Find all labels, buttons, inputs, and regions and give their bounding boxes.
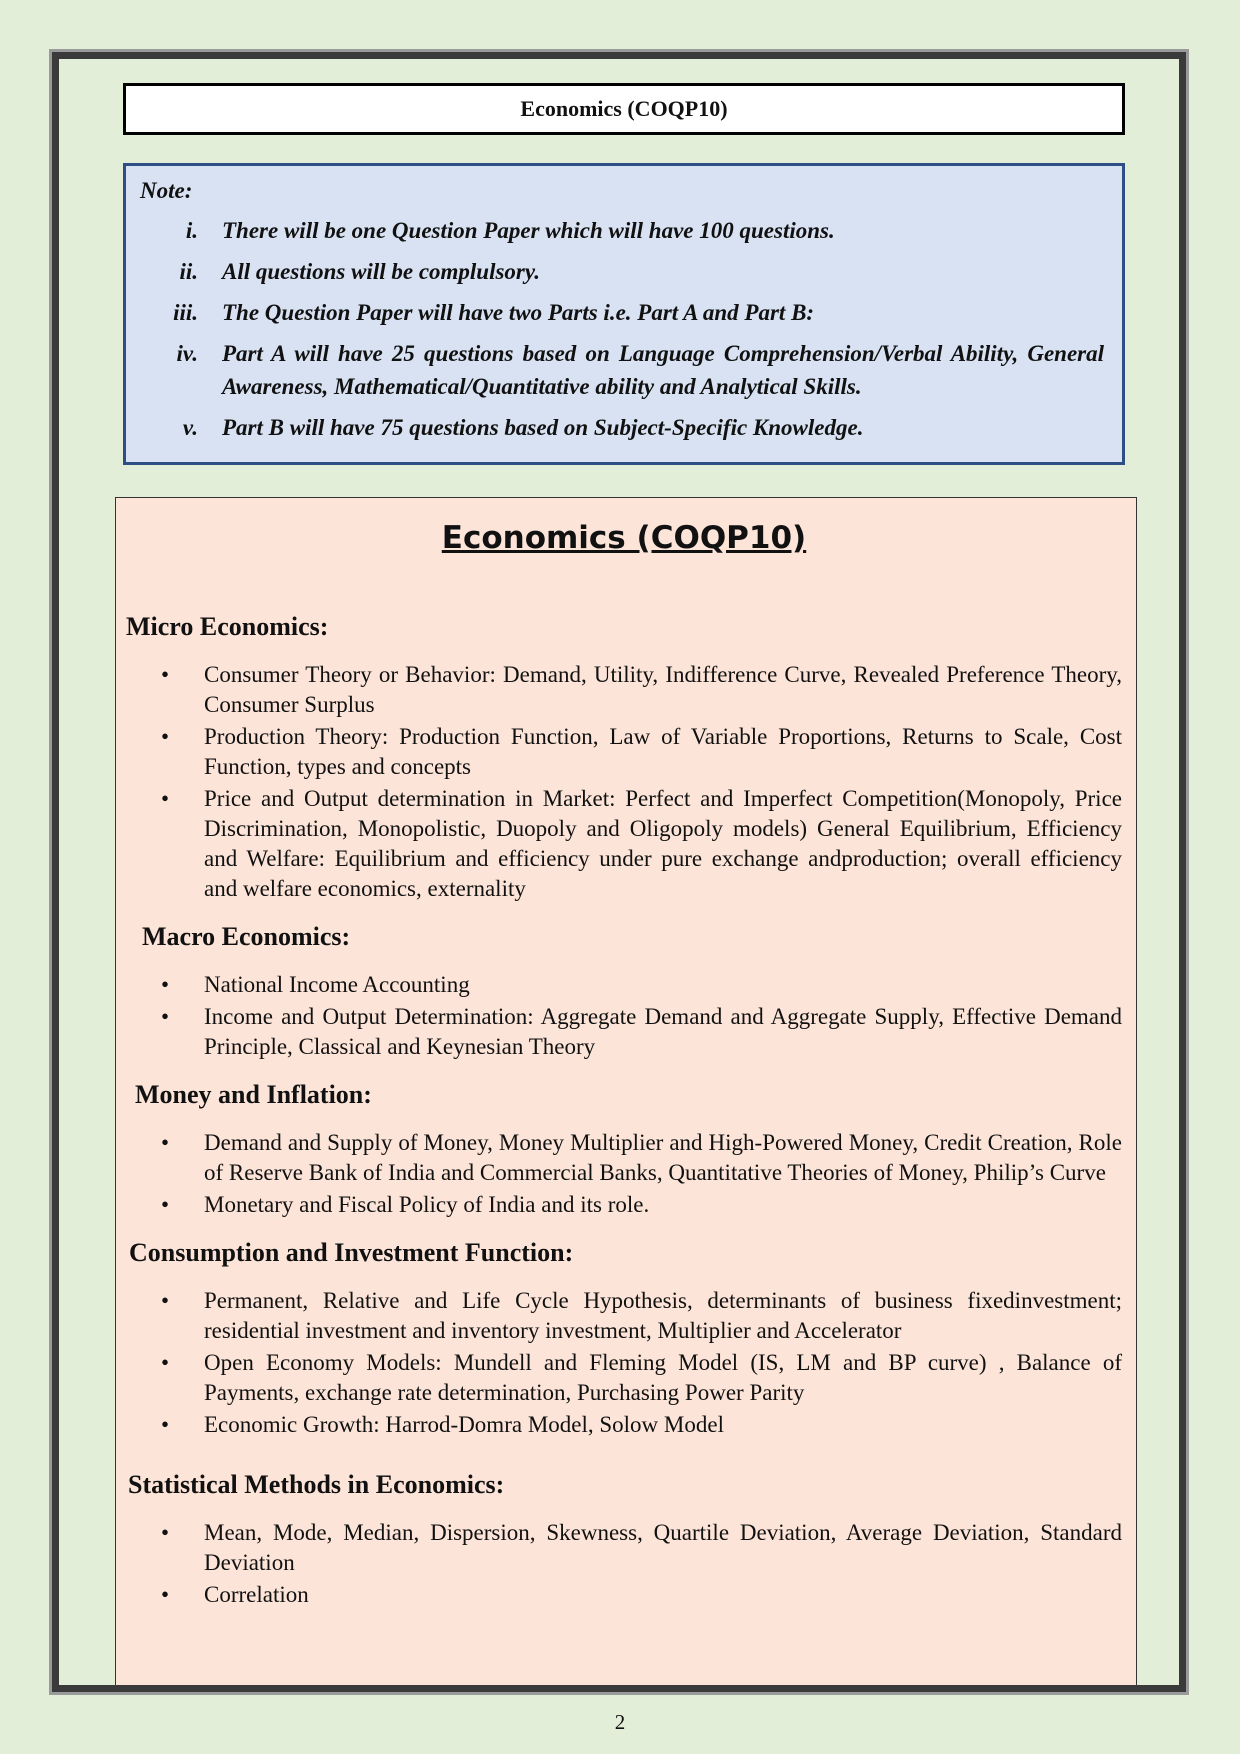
list-item-text: Production Theory: Production Function, Law of Variable Proportions, Returns to Scale, Cost Function, types and concepts [204,724,1122,779]
bullet-icon: • [160,1350,170,1375]
section-list-consumption [126,1286,1122,1440]
note-item-text: There will be one Question Paper which will have 100 questions. [222,218,835,243]
bullet-icon: • [160,662,170,687]
list-item [126,970,1122,1000]
list-item-text: Price and Output determination in Market: Perfect and Imperfect Competition(Monopoly, Price Discrimination, Monopolistic, Duopoly and Oligopoly models) General Equilibrium, Efficiency and Welfare: Equilibrium and efficiency under pure exchange andproduction; overall efficiency and welfare economics, externality [204,786,1122,901]
bullet-icon: • [160,972,170,997]
note-item [140,411,1104,444]
list-item [126,1580,1122,1610]
note-item-number: v. [182,415,198,440]
list-item-text: Open Economy Models: Mundell and Fleming Model (IS, LM and BP curve) , Balance of Payments, exchange rate determination, Purchasing Power Parity [204,1350,1122,1405]
list-item-text: National Income Accounting [204,972,470,997]
list-item [126,1518,1122,1578]
section-heading-consumption: Consumption and Investment Function: [129,1238,574,1267]
note-item-number: iv. [176,341,198,366]
page-frame [52,52,1186,1692]
note-item [140,255,1104,288]
bullet-icon: • [160,1412,170,1437]
section-heading-money: Money and Inflation: [135,1080,372,1109]
list-item-text: Monetary and Fiscal Policy of India and its role. [204,1192,650,1217]
list-item-text: Permanent, Relative and Life Cycle Hypothesis, determinants of business fixedinvestment; residential investment and inventory investment, Multiplier and Accelerator [204,1288,1122,1343]
header-title: Economics (COQP10) [520,96,728,121]
note-box [123,163,1125,465]
bullet-icon: • [160,1582,170,1607]
section-list-micro [126,660,1122,904]
section-list-macro [126,970,1122,1062]
list-item [126,1348,1122,1408]
note-item-number: i. [185,218,198,243]
bullet-icon: • [160,724,170,749]
note-item [140,296,1104,329]
syllabus-box [115,497,1137,1692]
note-item [140,214,1104,247]
bullet-icon: • [160,786,170,811]
bullet-icon: • [160,1288,170,1313]
note-item-text: Part B will have 75 questions based on Subject-Specific Knowledge. [222,415,864,440]
list-item-text: Mean, Mode, Median, Dispersion, Skewness, Quartile Deviation, Average Deviation, Standard Deviation [204,1520,1122,1575]
bullet-icon: • [160,1520,170,1545]
page-number: 2 [614,1710,626,1734]
syllabus-title: Economics (COQP10) [441,520,807,556]
list-item [126,1128,1122,1188]
section-list-statistics [126,1518,1122,1610]
section-list-money [126,1128,1122,1220]
list-item [126,1286,1122,1346]
section-heading-micro: Micro Economics: [126,612,329,641]
list-item-text: Demand and Supply of Money, Money Multiplier and High-Powered Money, Credit Creation, Role of Reserve Bank of India and Commercial Banks, Quantitative Theories of Money, Philip’s Curve [204,1130,1122,1185]
note-item-text: All questions will be complulsory. [222,259,540,284]
note-item [140,337,1104,403]
list-item [126,1002,1122,1062]
section-heading-statistics: Statistical Methods in Economics: [128,1470,505,1499]
list-item-text: Correlation [204,1582,309,1607]
note-item-number: iii. [173,300,198,325]
list-item [126,660,1122,720]
note-title: Note: [140,178,193,203]
list-item [126,1410,1122,1440]
bullet-icon: • [160,1192,170,1217]
list-item [126,1190,1122,1220]
note-item-text: Part A will have 25 questions based on Language Comprehension/Verbal Ability, General Awareness, Mathematical/Quantitative ability and Analytical Skills. [222,341,1104,399]
list-item-text: Consumer Theory or Behavior: Demand, Utility, Indifference Curve, Revealed Preference Theory, Consumer Surplus [204,662,1122,717]
list-item-text: Economic Growth: Harrod-Domra Model, Solow Model [204,1412,724,1437]
section-heading-macro: Macro Economics: [142,922,351,951]
note-list [140,214,1104,444]
list-item-text: Income and Output Determination: Aggregate Demand and Aggregate Supply, Effective Demand Principle, Classical and Keynesian Theory [204,1004,1122,1059]
note-item-number: ii. [179,259,198,284]
header-title-box [123,83,1125,135]
bullet-icon: • [160,1004,170,1029]
bullet-icon: • [160,1130,170,1155]
list-item [126,722,1122,782]
note-item-text: The Question Paper will have two Parts i.e. Part A and Part B: [222,300,815,325]
list-item [126,784,1122,904]
